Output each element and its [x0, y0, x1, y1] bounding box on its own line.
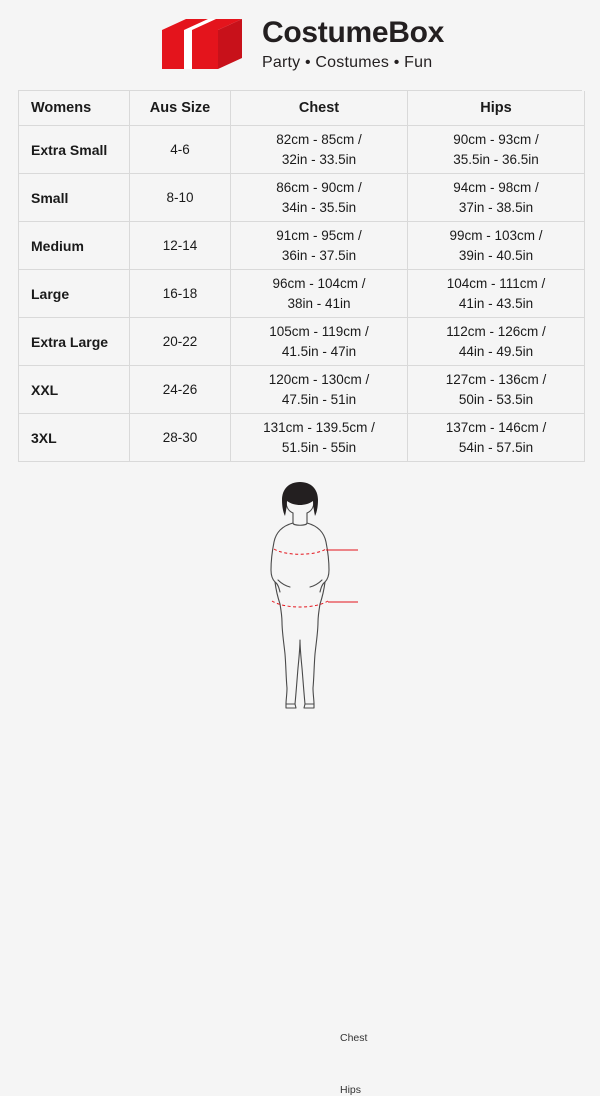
hips-value-cm: 94cm - 98cm / [453, 179, 539, 195]
cell-womens [19, 222, 130, 270]
column-header-womens-label: Womens [31, 100, 92, 116]
chest-value [231, 270, 407, 317]
chest-value [231, 222, 407, 269]
female-body-outline-icon [190, 480, 410, 720]
hips-value-cm: 127cm - 136cm / [445, 371, 547, 387]
cell-hips [408, 414, 585, 462]
chest-value-cm: 82cm - 85cm / [276, 131, 362, 147]
chest-value-cm: 86cm - 90cm / [276, 179, 362, 195]
aus-size-value: 8-10 [166, 190, 194, 205]
chest-value-in: 38in - 41in [287, 295, 351, 311]
hips-value [408, 318, 584, 365]
hips-value [408, 126, 584, 173]
brand-text-block [261, 15, 445, 71]
size-chart-table-wrapper [18, 90, 582, 462]
column-header-chest-label: Chest [298, 100, 340, 116]
table-row [19, 366, 585, 414]
column-header-aus-size [130, 91, 231, 126]
hips-value-in: 39in - 40.5in [458, 247, 534, 263]
cell-hips [408, 222, 585, 270]
cell-hips [408, 318, 585, 366]
cell-hips [408, 366, 585, 414]
size-name: Extra Small [31, 141, 108, 158]
chest-value-in: 32in - 33.5in [281, 151, 357, 167]
hips-value-in: 35.5in - 36.5in [453, 151, 539, 167]
table-row [19, 270, 585, 318]
cell-aus-size [130, 126, 231, 174]
table-row [19, 174, 585, 222]
cell-hips [408, 126, 585, 174]
table-header [19, 91, 585, 126]
cell-chest [231, 414, 408, 462]
aus-size-value: 20-22 [162, 334, 198, 349]
column-header-chest [231, 91, 408, 126]
column-header-hips [408, 91, 585, 126]
table-row [19, 126, 585, 174]
cell-aus-size [130, 270, 231, 318]
size-name: XXL [31, 381, 59, 398]
size-name: 3XL [31, 429, 57, 446]
chest-value-in: 34in - 35.5in [281, 199, 357, 215]
table-row [19, 222, 585, 270]
hips-value-cm: 99cm - 103cm / [449, 227, 543, 243]
size-chart-table [19, 91, 585, 462]
aus-size-value: 16-18 [162, 286, 198, 301]
chest-value-in: 47.5in - 51in [281, 391, 357, 407]
column-header-aus-size-label: Aus Size [149, 100, 211, 116]
aus-size-value: 28-30 [162, 430, 198, 445]
hips-value-in: 37in - 38.5in [458, 199, 534, 215]
column-header-womens [19, 91, 130, 126]
size-name: Large [31, 285, 70, 302]
size-name: Small [31, 189, 69, 206]
chest-value-cm: 91cm - 95cm / [276, 227, 362, 243]
chest-value-cm: 96cm - 104cm / [272, 275, 366, 291]
brand-tagline: Party • Costumes • Fun [261, 53, 433, 71]
cell-aus-size [130, 222, 231, 270]
chest-value-in: 36in - 37.5in [281, 247, 357, 263]
cell-hips [408, 270, 585, 318]
aus-size-value: 12-14 [162, 238, 198, 253]
chest-value-cm: 120cm - 130cm / [268, 371, 370, 387]
cell-womens [19, 174, 130, 222]
cell-womens [19, 270, 130, 318]
hips-value-cm: 112cm - 126cm / [446, 323, 546, 339]
hair-shape [282, 482, 318, 516]
cell-chest [231, 222, 408, 270]
column-header-hips-label: Hips [480, 100, 512, 116]
aus-size-value: 24-26 [162, 382, 198, 397]
hips-value-in: 54in - 57.5in [458, 439, 534, 455]
table-body [19, 126, 585, 462]
hips-value [408, 414, 584, 461]
hips-label: Hips [340, 1084, 362, 1096]
size-name: Medium [31, 237, 84, 254]
cell-chest [231, 174, 408, 222]
cell-chest [231, 270, 408, 318]
hips-value [408, 270, 584, 317]
aus-size-value: 4-6 [170, 142, 190, 157]
hips-value [408, 222, 584, 269]
chest-value [231, 366, 407, 413]
chest-guide-line [274, 549, 326, 554]
hips-value-cm: 104cm - 111cm / [446, 275, 546, 291]
size-name: Extra Large [31, 333, 109, 350]
cell-chest [231, 318, 408, 366]
table-header-row [19, 91, 585, 126]
hips-value-in: 44in - 49.5in [458, 343, 534, 359]
chest-value [231, 126, 407, 173]
measurement-figure [0, 480, 600, 1096]
cell-womens [19, 318, 130, 366]
chest-label: Chest [340, 1032, 368, 1044]
table-row [19, 414, 585, 462]
cell-chest [231, 126, 408, 174]
cell-aus-size [130, 318, 231, 366]
table-row [19, 318, 585, 366]
cell-aus-size [130, 414, 231, 462]
cell-aus-size [130, 174, 231, 222]
brand-name: CostumeBox [261, 15, 445, 49]
cell-womens [19, 414, 130, 462]
chest-value-in: 51.5in - 55in [281, 439, 357, 455]
cell-aus-size [130, 366, 231, 414]
chest-value-in: 41.5in - 47in [281, 343, 357, 359]
hips-value [408, 366, 584, 413]
hips-value-in: 50in - 53.5in [458, 391, 534, 407]
cell-chest [231, 366, 408, 414]
gift-box-icon [156, 16, 248, 72]
chest-value [231, 174, 407, 221]
hips-value-cm: 137cm - 146cm / [445, 419, 547, 435]
cell-hips [408, 174, 585, 222]
hips-value-in: 41in - 43.5in [458, 295, 534, 311]
hips-value [408, 174, 584, 221]
cell-womens [19, 126, 130, 174]
hips-value-cm: 90cm - 93cm / [453, 131, 539, 147]
chest-value [231, 414, 407, 461]
chest-value [231, 318, 407, 365]
brand-header [0, 0, 600, 86]
chest-value-cm: 131cm - 139.5cm / [263, 419, 375, 435]
chest-value-cm: 105cm - 119cm / [269, 323, 369, 339]
cell-womens [19, 366, 130, 414]
